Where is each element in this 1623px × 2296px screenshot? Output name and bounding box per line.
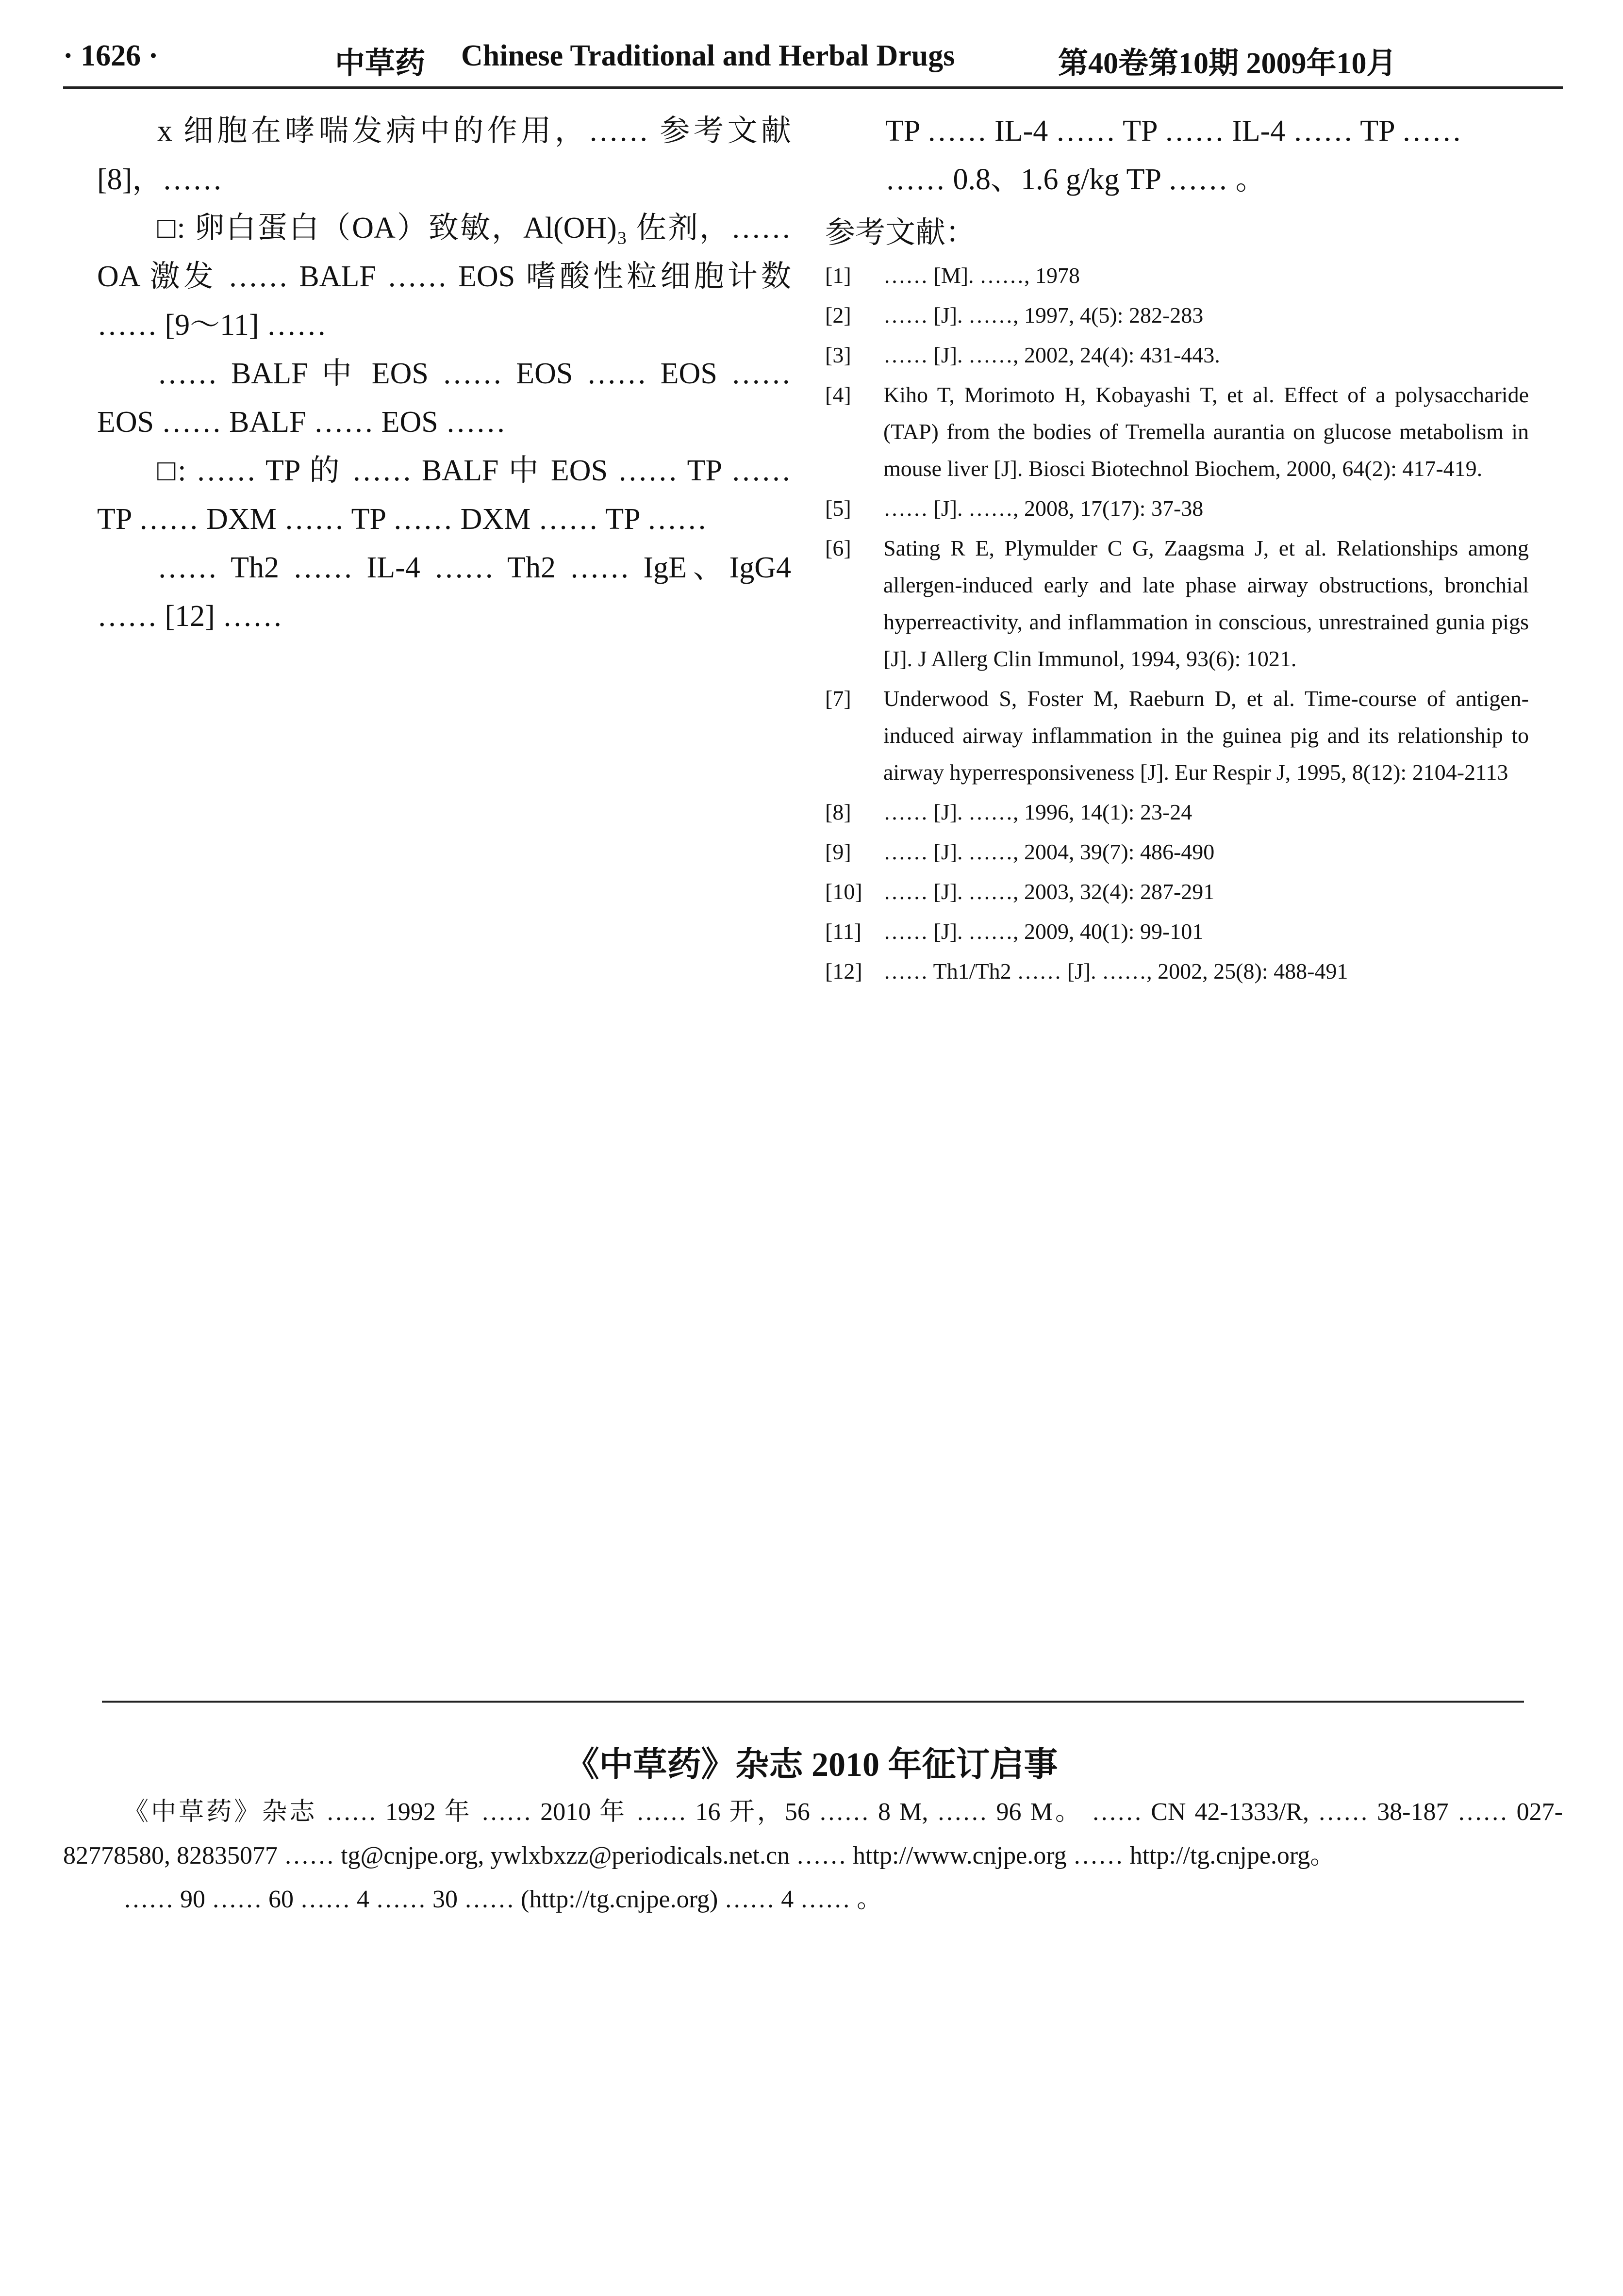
page-header <box>63 34 1563 82</box>
reference-number: [5] <box>825 496 851 521</box>
reference-text: …… [J]. ……, 2008, 17(17): 37-38 <box>883 496 1204 521</box>
notice-title: 《中草药》杂志 2010 年征订启事 <box>565 1746 1058 1784</box>
reference-number: [9] <box>825 839 851 864</box>
reference-item <box>825 257 1529 294</box>
reference-text: Underwood S, Foster M, Raeburn D, et al. Time-course of antigen-induced airway inflammation in the guinea pig and its relationship to airway hyperresponsiveness [J]. Eur Respir J, 1995, 8(12): 2104-2113 <box>883 686 1529 785</box>
reference-text: …… [J]. ……, 1997, 4(5): 282-283 <box>883 303 1204 328</box>
page-number: · 1626 · <box>63 39 159 72</box>
reference-item <box>825 680 1529 791</box>
notice-paragraph: 《中草药》杂志 …… 1992 年 …… 2010 年 …… 16 开，56 …… 8 M, …… 96 M。 …… CN 42-1333/R, …… 38-187 …… 027-82778580, 82835077 …… tg@cnjpe.org, ywlxbxzz@periodicals.net.cn …… http://www.cnjpe.org …… http://tg.cnjpe.org。 <box>63 1798 1563 1870</box>
reference-number: [2] <box>825 303 851 328</box>
reference-text: Kiho T, Morimoto H, Kobayashi T, et al. Effect of a polysaccharide (TAP) from the bodies of Tremella aurantia on glucose metabolism in mouse liver [J]. Biosci Biotechnol Biochem, 2000, 64(2): 417-419. <box>883 382 1529 481</box>
body-paragraph: x 细胞在哮喘发病中的作用，…… 参考文献 [8]，…… <box>97 115 791 196</box>
reference-item <box>825 913 1529 950</box>
reference-number: [3] <box>825 343 851 367</box>
journal-title-en: Chinese Traditional and Herbal Drugs <box>461 39 955 72</box>
right-column <box>825 107 1529 993</box>
reference-text: …… [J]. ……, 2002, 24(4): 431-443. <box>883 343 1220 367</box>
reference-text: …… [M]. ……, 1978 <box>883 263 1080 288</box>
reference-text: Sating R E, Plymulder C G, Zaagsma J, et al. Relationships among allergen-induced early and late phase airway obstructions, bronchial hyperreactivity, and inflammation in conscious, unrestrained gunia pigs [J]. J Allerg Clin Immunol, 1994, 93(6): 1021. <box>883 536 1529 671</box>
section-divider <box>102 1701 1524 1703</box>
reference-item <box>825 794 1529 831</box>
reference-text: …… Th1/Th2 …… [J]. ……, 2002, 25(8): 488-491 <box>883 959 1348 984</box>
reference-item <box>825 873 1529 910</box>
reference-number: [12] <box>825 959 862 984</box>
issue-info: 第40卷第10期 2009年10月 <box>1058 47 1397 80</box>
body-paragraph: □: …… TP 的 …… BALF 中 EOS …… TP …… TP …… DXM …… TP …… DXM …… TP …… <box>97 454 791 536</box>
reference-item <box>825 337 1529 374</box>
references-heading: 参考文献： <box>825 216 976 249</box>
reference-item <box>825 297 1529 334</box>
left-column <box>97 107 791 640</box>
reference-item <box>825 377 1529 487</box>
reference-number: [8] <box>825 800 851 824</box>
reference-number: [10] <box>825 879 862 904</box>
body-paragraph: …… BALF 中 EOS …… EOS …… EOS …… EOS …… BALF …… EOS …… <box>97 357 791 439</box>
journal-title-cn: 中草药 <box>335 47 426 80</box>
reference-item <box>825 530 1529 677</box>
reference-list <box>825 257 1529 990</box>
reference-text: …… [J]. ……, 2009, 40(1): 99-101 <box>883 919 1204 944</box>
body-paragraph: …… 0.8、1.6 g/kg TP …… 。 <box>885 163 1266 196</box>
reference-item <box>825 834 1529 870</box>
reference-text: …… [J]. ……, 2004, 39(7): 486-490 <box>883 839 1215 864</box>
reference-number: [4] <box>825 382 851 407</box>
header-rule <box>63 86 1563 89</box>
subscription-notice <box>63 1790 1563 1921</box>
body-paragraph: □: 卵白蛋白（OA）致敏，Al(OH)₃ 佐剂，…… OA 激发 …… BALF …… EOS 嗜酸性粒细胞计数 …… [9～11] …… <box>97 212 791 342</box>
reference-number: [6] <box>825 536 851 560</box>
reference-text: …… [J]. ……, 1996, 14(1): 23-24 <box>883 800 1192 824</box>
reference-number: [7] <box>825 686 851 711</box>
reference-text: …… [J]. ……, 2003, 32(4): 287-291 <box>883 879 1215 904</box>
body-paragraph: …… Th2 …… IL-4 …… Th2 …… IgE、IgG4 …… [12] …… <box>97 551 791 633</box>
reference-number: [1] <box>825 263 851 288</box>
reference-item <box>825 953 1529 990</box>
reference-number: [11] <box>825 919 861 944</box>
body-paragraph: TP …… IL-4 …… TP …… IL-4 …… TP …… <box>885 115 1462 148</box>
notice-paragraph: …… 90 …… 60 …… 4 …… 30 …… (http://tg.cnjpe.org) …… 4 …… 。 <box>123 1886 882 1913</box>
reference-item <box>825 490 1529 527</box>
